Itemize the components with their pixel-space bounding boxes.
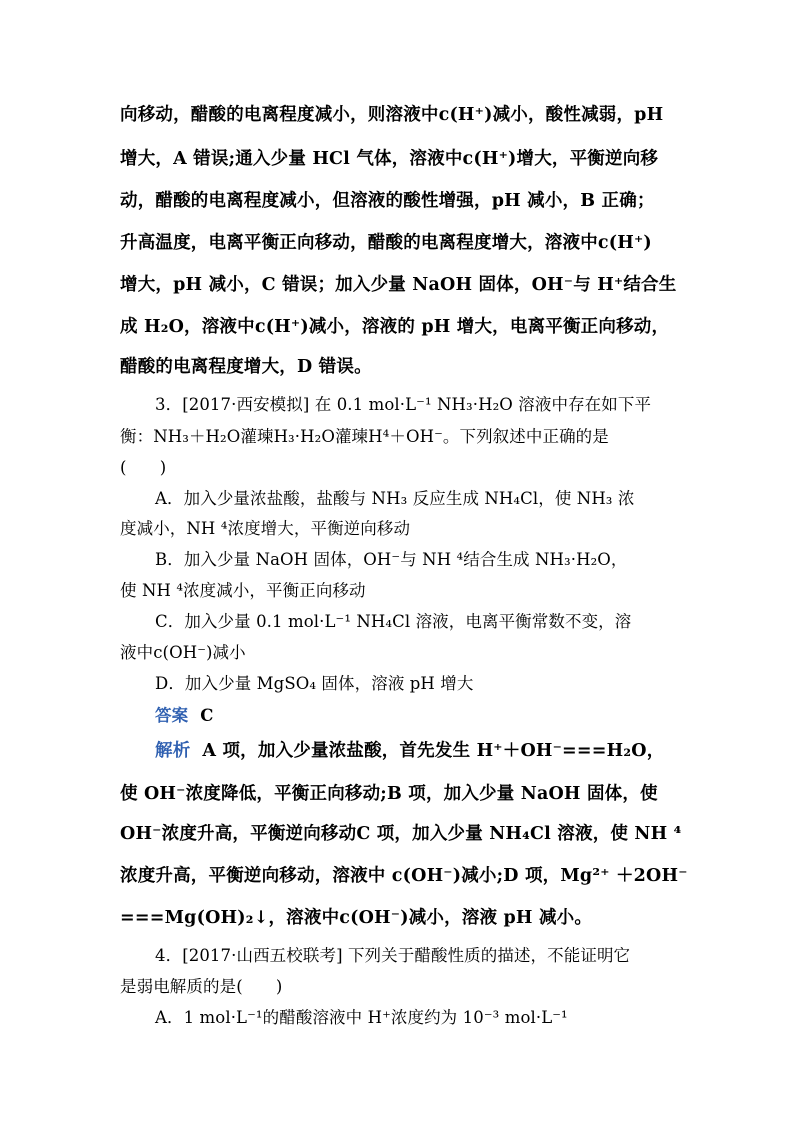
q3-option-b-line-2: 使 NH ⁴浓度减小，平衡正向移动 — [120, 581, 366, 600]
p1-line-5: 增大，pH 减小，C 错误；加入少量 NaOH 固体，OH⁻与 H⁺结合生 — [120, 275, 677, 295]
analysis-label: 解析 — [155, 741, 191, 761]
analysis-line-5: ===Mg(OH)₂↓，溶液中c(OH⁻)减小，溶液 pH 减小。 — [120, 908, 593, 928]
q3-option-a-line-2: 度减小，NH ⁴浓度增大，平衡逆向移动 — [120, 519, 411, 538]
analysis-line-3: OH⁻浓度升高，平衡逆向移动C 项，加入少量 NH₄Cl 溶液，使 NH ⁴ — [120, 824, 682, 844]
p1-line-1: 向移动，醋酸的电离程度减小，则溶液中c(H⁺)减小，酸性减弱，pH — [120, 105, 664, 125]
answer-line — [155, 702, 680, 726]
p1-line-7: 醋酸的电离程度增大，D 错误。 — [120, 357, 372, 377]
q3-stem-line-2: 衡：NH₃＋H₂O灌瑓H₃·H₂O灌瑓H⁴＋OH⁻。下列叙述中正确的是 — [120, 427, 609, 446]
q3-option-a-line-1: A．加入少量浓盐酸，盐酸与 NH₃ 反应生成 NH₄Cl，使 NH₃ 浓 — [155, 489, 635, 508]
q3-option-c-line-2: 液中c(OH⁻)减小 — [120, 643, 246, 662]
q3-option-b-line-1: B．加入少量 NaOH 固体，OH⁻与 NH ⁴结合生成 NH₃·H₂O， — [155, 550, 628, 569]
q4-stem-line-2: 是弱电解质的是( ) — [120, 977, 283, 996]
q3-option-c-line-1: C．加入少量 0.1 mol·L⁻¹ NH₄Cl 溶液，电离平衡常数不变，溶 — [155, 612, 632, 631]
p1-line-2: 增大，A 错误;通入少量 HCl 气体，溶液中c(H⁺)增大，平衡逆向移 — [120, 149, 659, 169]
q4-stem-line-1: 4．[2017·山西五校联考] 下列关于醋酸性质的描述，不能证明它 — [155, 946, 631, 965]
q4-option-a: A．1 mol·L⁻¹的醋酸溶液中 H⁺浓度约为 10⁻³ mol·L⁻¹ — [155, 1008, 568, 1027]
answer-label: 答案 — [155, 706, 189, 725]
p1-line-4: 升高温度，电离平衡正向移动，醋酸的电离程度增大，溶液中c(H⁺) — [120, 233, 652, 253]
q3-option-d: D．加入少量 MgSO₄ 固体，溶液 pH 增大 — [155, 674, 474, 693]
p1-line-3: 动，醋酸的电离程度减小，但溶液的酸性增强，pH 减小，B 正确； — [120, 191, 655, 211]
p1-line-6: 成 H₂O，溶液中c(H⁺)减小，溶液的 pH 增大，电离平衡正向移动， — [120, 317, 670, 337]
analysis-line-4: 浓度升高，平衡逆向移动，溶液中 c(OH⁻)减小;D 项，Mg²⁺ ＋2OH⁻ — [120, 866, 688, 886]
q3-stem-line-3: ( ) — [120, 458, 167, 477]
q3-stem-line-1: 3．[2017·西安模拟] 在 0.1 mol·L⁻¹ NH₃·H₂O 溶液中存在如下平 — [155, 395, 652, 414]
analysis-line-2: 使 OH⁻浓度降低，平衡正向移动;B 项，加入少量 NaOH 固体，使 — [120, 784, 658, 804]
analysis-line-1 — [155, 737, 680, 762]
answer-value: C — [200, 706, 214, 725]
analysis-first-text: A 项，加入少量浓盐酸，首先发生 H⁺＋OH⁻===H₂O， — [202, 741, 665, 761]
